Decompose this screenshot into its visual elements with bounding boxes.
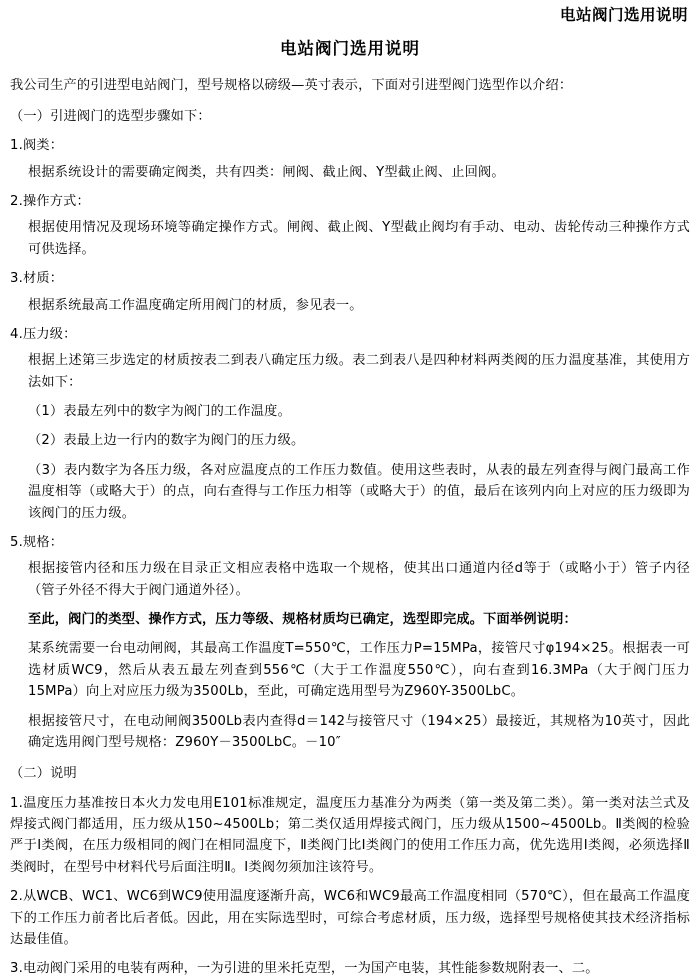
step-4-note-2: （2）表最上边一行内的数字为阀门的压力级。 xyxy=(28,433,305,449)
step-3-body: 根据系统最高工作温度确定所用阀门的材质，参见表一。 xyxy=(28,297,363,313)
running-header: 电站阀门选用说明 xyxy=(559,6,688,24)
step-2-body: 根据使用情况及现场环境等确定操作方式。闸阀、截止阀、Y型截止阀均有手动、电动、齿轮传动三种操作方式可供选择。 xyxy=(28,220,690,257)
note-2: 2.从WCB、WC1、WC6到WC9使用温度逐渐升高，WC6和WC9最高工作温度相同（570℃），但在最高工作温度下的工作压力前者比后者低。因此，用在实际选型时，可综合考虑材质，压力级，选择型号规格使其技术经济指标达最佳值。 xyxy=(10,889,690,947)
example-paragraph-2: 根据接管尺寸，在电动闸阀3500Lb表内查得d＝142与接管尺寸（194×25）最接近，其规格为10英寸，因此确定选用阀门型号规格：Z960Y－3500LbC。－10″ xyxy=(28,713,690,750)
page-title: 电站阀门选用说明 xyxy=(280,38,420,58)
section-two-heading: （二）说明 xyxy=(10,766,77,782)
step-4-label: 4.压力级： xyxy=(10,326,77,342)
intro-paragraph: 我公司生产的引进型电站阀门，型号规格以磅级—英寸表示，下面对引进型阀门选型作以介绍： xyxy=(10,77,573,93)
example-paragraph-1: 某系统需要一台电动闸阀，其最高工作温度T=550℃，工作压力P=15MPa，接管尺寸φ194×25。根据表一可选材质WC9，然后从表五最左列查到556℃（大于工作温度550℃），向右查到16.3MPa（大于阀门压力15MPa）向上对应压力级为3500Lb，至此，可确定选用型号为Z960Y-3500LbC。 xyxy=(28,641,690,700)
note-1: 1.温度压力基准按日本火力发电用E101标准规定，温度压力基准分为两类（第一类及第二类）。第一类对法兰式及焊接式阀门都适用，压力级从150~4500Lb；第二类仅适用焊接式阀门，压力级从1500~4500Lb。Ⅱ类阀的检验严于Ⅰ类阀，在压力级相同的阀门在相同温度下，Ⅱ类阀门比Ⅰ类阀门的使用工作压力高，优先选用Ⅰ类阀，必须选择Ⅱ类阀时，在型号中材料代号后面注明Ⅱ。Ⅰ类阀勿须加注该符号。 xyxy=(10,795,690,875)
step-5-body: 根据接管内径和压力级在目录正文相应表格中选取一个规格，使其出口通道内径d等于（或略小于）管子内径（管子外径不得大于阀门通道外径）。 xyxy=(28,561,690,598)
step-4-body: 根据上述第三步选定的材质按表二到表八确定压力级。表二到表八是四种材料两类阀的压力温度基准，其使用方法如下： xyxy=(28,353,690,390)
step-4-note-3: （3）表内数字为各压力级，各对应温度点的工作压力数值。使用这些表时，从表的最左列查得与阀门最高工作温度相等（或略大于）的点，向右查得与工作压力相等（或略大于）的值，最后在该列内向上对应的压力级即为该阀门的压力级。 xyxy=(28,462,690,521)
step-2-label: 2.操作方式： xyxy=(10,194,90,210)
step-4-note-1: （1）表最左列中的数字为阀门的工作温度。 xyxy=(28,404,291,420)
step-1-body: 根据系统设计的需要确定阀类，共有四类：闸阀、截止阀、Y型截止阀、止回阀。 xyxy=(28,164,505,180)
section-one-heading: （一）引进阀门的选型步骤如下： xyxy=(10,108,211,124)
section-one-conclusion: 至此，阀门的类型、操作方式，压力等级、规格材质均已确定，选型即完成。下面举例说明： xyxy=(28,612,577,628)
note-3: 3.电动阀门采用的电装有两种，一为引进的里米托克型，一为国产电装，其性能参数规附表一、二。 xyxy=(10,961,599,977)
step-1-label: 1.阀类： xyxy=(10,138,64,154)
step-5-label: 5.规格： xyxy=(10,534,64,550)
step-3-label: 3.材质： xyxy=(10,271,64,287)
